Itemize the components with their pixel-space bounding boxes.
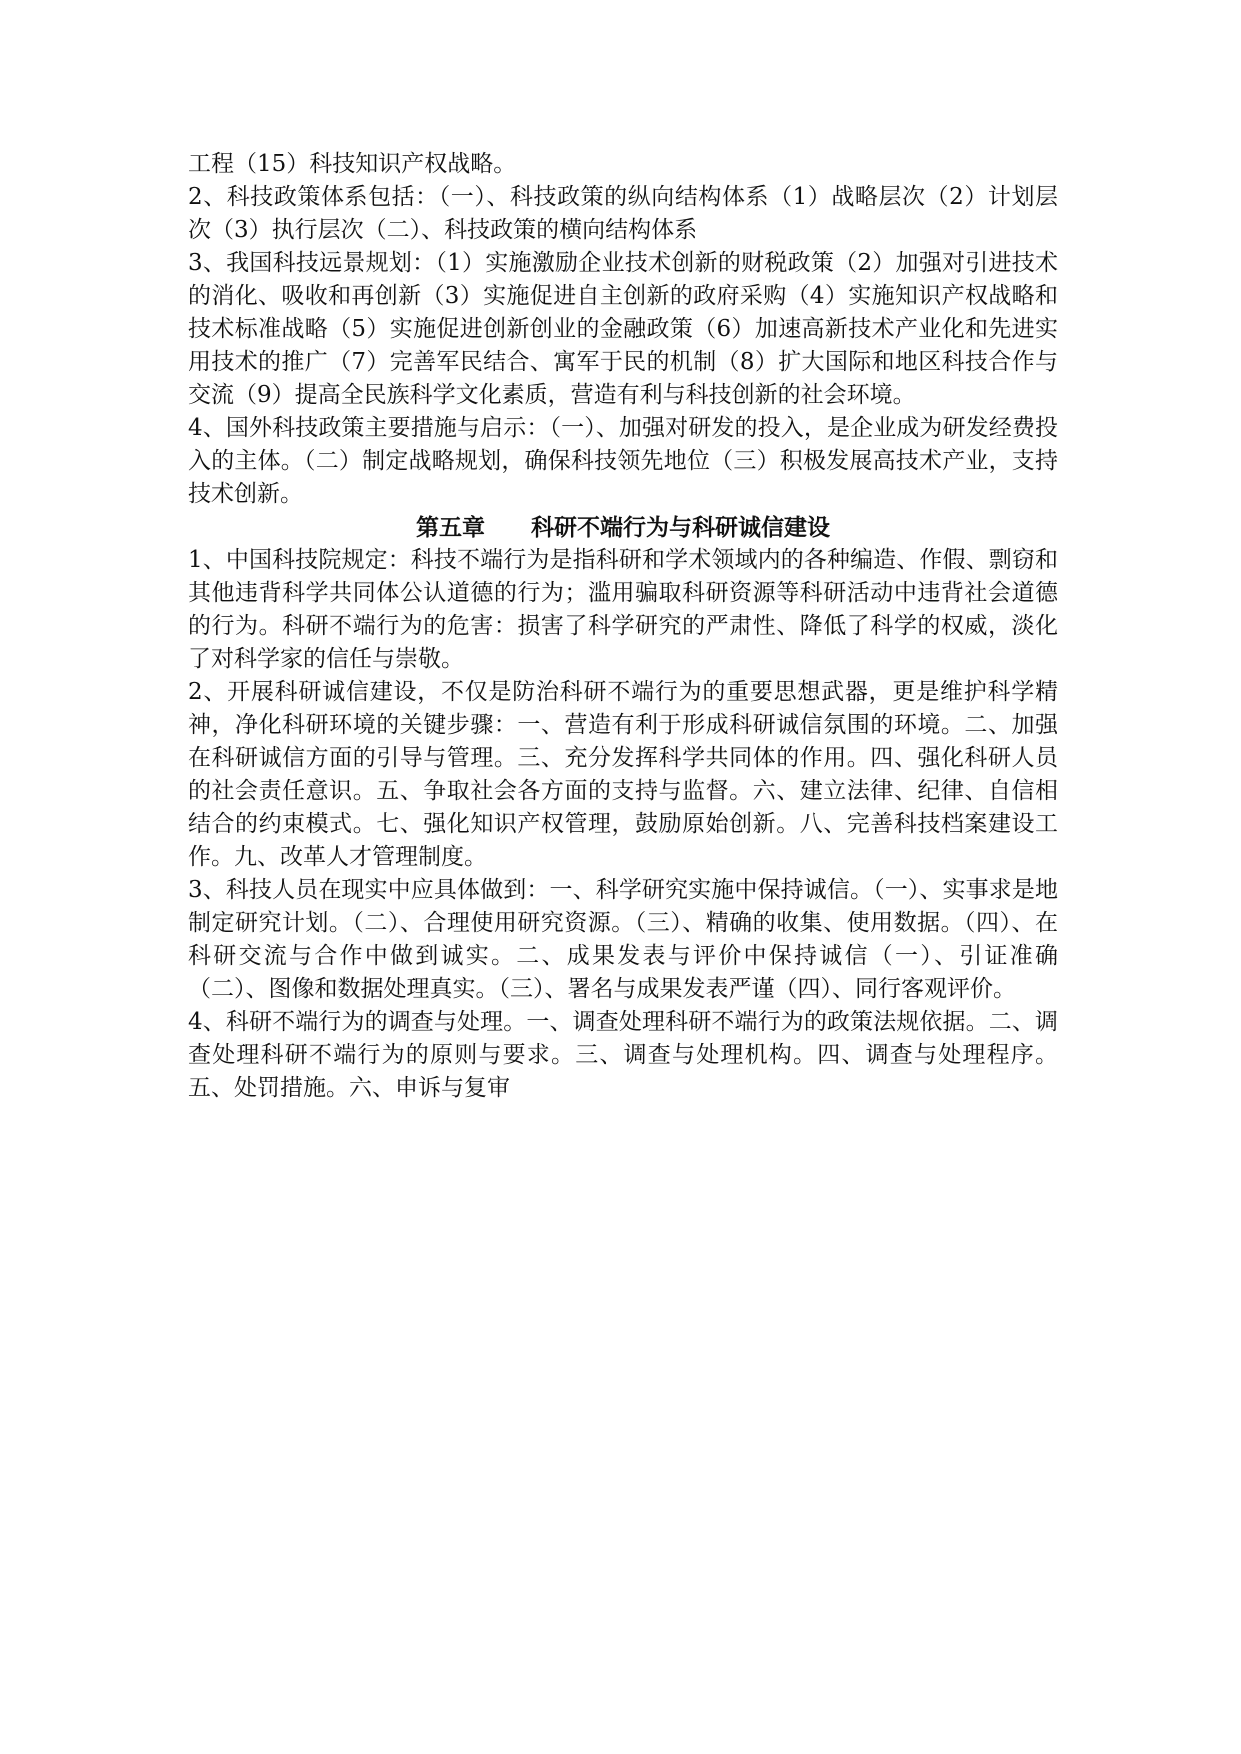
paragraph-misconduct-definition: 1、中国科技院规定：科技不端行为是指科研和学术领域内的各种编造、作假、剽窃和其他违背科学共同体公认道德的行为；滥用骗取科研资源等科研活动中违背社会道德的行为。科研不端行为的危害：损害了科学研究的严肃性、降低了科学的权威，淡化了对科学家的信任与崇敬。 [188,547,1058,672]
paragraph-continuation: 工程（15）科技知识产权战略。 [188,151,517,177]
paragraph-integrity-building: 2、开展科研诚信建设，不仅是防治科研不端行为的重要思想武器，更是维护科学精神，净化科研环境的关键步骤：一、营造有利于形成科研诚信氛围的环境。二、加强在科研诚信方面的引导与管理。三、充分发挥科学共同体的作用。四、强化科研人员的社会责任意识。五、争取社会各方面的支持与监督。六、建立法律、纪律、自信相结合的约束模式。七、强化知识产权管理，鼓励原始创新。八、完善科技档案建设工作。九、改革人才管理制度。 [188,679,1058,870]
paragraph-long-term-plan: 3、我国科技远景规划：（1）实施激励企业技术创新的财税政策（2）加强对引进技术的消化、吸收和再创新（3）实施促进自主创新的政府采购（4）实施知识产权战略和技术标准战略（5）实施促进创新创业的金融政策（6）加速高新技术产业化和先进实用技术的推广（7）完善军民结合、寓军于民的机制（8）扩大国际和地区科技合作与交流（9）提高全民族科学文化素质，营造有利与科技创新的社会环境。 [188,250,1058,408]
paragraph-foreign-policy: 4、国外科技政策主要措施与启示：（一）、加强对研发的投入，是企业成为研发经费投入的主体。（二）制定战略规划，确保科技领先地位（三）积极发展高技术产业，支持技术创新。 [188,415,1058,507]
chapter-title: 第五章 科研不端行为与科研诚信建设 [416,514,830,541]
paragraph-researcher-conduct: 3、科技人员在现实中应具体做到：一、科学研究实施中保持诚信。（一）、实事求是地制定研究计划。（二）、合理使用研究资源。（三）、精确的收集、使用数据。（四）、在科研交流与合作中做到诚实。二、成果发表与评价中保持诚信（一）、引证准确（二）、图像和数据处理真实。（三）、署名与成果发表严谨（四）、同行客观评价。 [188,877,1058,1002]
paragraph-investigation: 4、科研不端行为的调查与处理。一、调查处理科研不端行为的政策法规依据。二、调查处理科研不端行为的原则与要求。三、调查与处理机构。四、调查与处理程序。五、处罚措施。六、申诉与复审 [188,1009,1058,1101]
document-body [188,148,1058,1105]
paragraph-policy-system: 2、科技政策体系包括：（一）、科技政策的纵向结构体系（1）战略层次（2）计划层次（3）执行层次（二）、科技政策的横向结构体系 [188,184,1058,243]
